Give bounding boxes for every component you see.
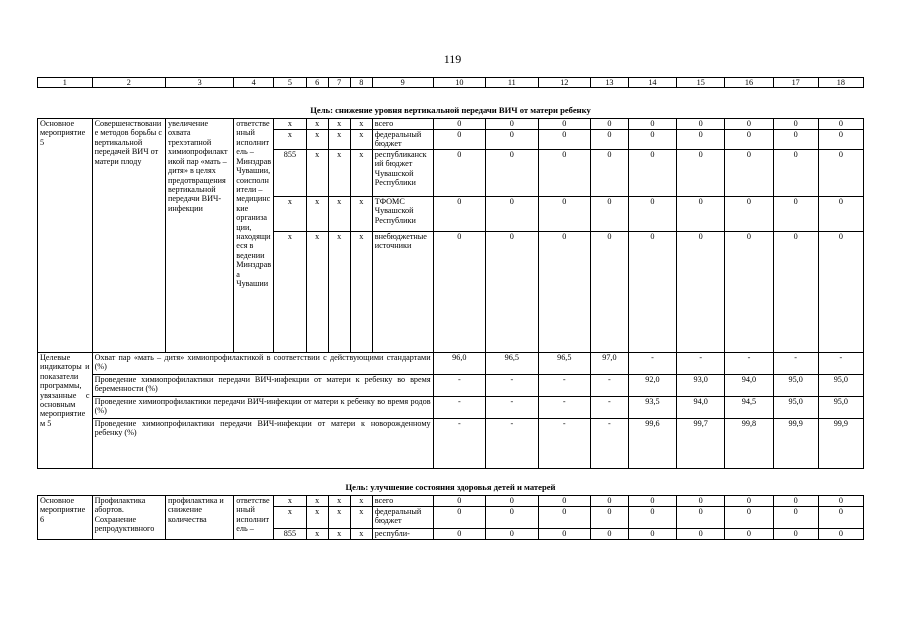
value-cell: 0 xyxy=(486,130,538,150)
value-cell: 0 xyxy=(538,130,590,150)
code-cell: x xyxy=(274,130,307,150)
value-cell: 0 xyxy=(628,119,676,130)
value-cell: 0 xyxy=(486,506,538,528)
value-cell: - xyxy=(818,352,863,374)
code-cell: x xyxy=(350,506,372,528)
value-cell: 0 xyxy=(486,231,538,352)
value-cell: 0 xyxy=(725,130,773,150)
value-cell: 0 xyxy=(538,495,590,506)
value-cell: 0 xyxy=(486,528,538,539)
measure-label: Основное мероприятие 5 xyxy=(38,119,93,353)
value-cell: 0 xyxy=(725,119,773,130)
budget-table xyxy=(37,77,864,540)
value-cell: 0 xyxy=(628,528,676,539)
value-cell: 0 xyxy=(486,495,538,506)
value-cell: 0 xyxy=(725,495,773,506)
value-cell: - xyxy=(591,396,629,418)
code-cell: x xyxy=(306,119,328,130)
value-cell: 0 xyxy=(538,231,590,352)
col-number: 15 xyxy=(677,78,725,88)
indicator-text: Проведение химиопрофилактики передачи ВИЧ-инфекции от матери к ребенку во время беременности (%) xyxy=(92,374,433,396)
value-cell: 0 xyxy=(773,196,818,231)
code-cell: x xyxy=(328,119,350,130)
value-cell: 0 xyxy=(628,506,676,528)
measure-name: Профилактика абортов. Сохранение репродуктивного xyxy=(92,495,165,539)
value-cell: - xyxy=(773,352,818,374)
code-cell: 855 xyxy=(274,149,307,196)
code-cell: x xyxy=(306,231,328,352)
col-number: 9 xyxy=(372,78,433,88)
value-cell: 0 xyxy=(538,196,590,231)
value-cell: 0 xyxy=(773,119,818,130)
code-cell: x xyxy=(350,119,372,130)
funding-source: республиканский бюджет Чувашской Республики xyxy=(372,149,433,196)
indicator-row xyxy=(38,418,864,468)
value-cell: - xyxy=(433,418,485,468)
value-cell: 97,0 xyxy=(591,352,629,374)
code-cell: x xyxy=(328,130,350,150)
value-cell: 0 xyxy=(725,149,773,196)
value-cell: 0 xyxy=(677,495,725,506)
value-cell: 0 xyxy=(538,119,590,130)
value-cell: 0 xyxy=(818,506,863,528)
code-cell: 855 xyxy=(274,528,307,539)
col-number: 6 xyxy=(306,78,328,88)
value-cell: 0 xyxy=(628,130,676,150)
value-cell: 0 xyxy=(486,196,538,231)
value-cell: 0 xyxy=(628,495,676,506)
code-cell: x xyxy=(350,196,372,231)
value-cell: 0 xyxy=(818,231,863,352)
value-cell: 0 xyxy=(818,196,863,231)
code-cell: x xyxy=(306,528,328,539)
code-cell: x xyxy=(306,495,328,506)
value-cell: - xyxy=(538,418,590,468)
value-cell: 0 xyxy=(677,506,725,528)
measure-goal: увеличение охвата трехэтапной химиопрофилактикой пар «мать – дитя» в целях предотвращения вертикальной передачи ВИЧ-инфекции xyxy=(166,119,234,353)
code-cell: x xyxy=(274,119,307,130)
code-cell: x xyxy=(350,130,372,150)
value-cell: 99,9 xyxy=(773,418,818,468)
value-cell: 0 xyxy=(591,231,629,352)
value-cell: - xyxy=(486,396,538,418)
col-number: 4 xyxy=(234,78,274,88)
value-cell: 94,0 xyxy=(677,396,725,418)
value-cell: 0 xyxy=(677,528,725,539)
col-number: 7 xyxy=(328,78,350,88)
indicator-text: Проведение химиопрофилактики передачи ВИЧ-инфекции от матери к новорожденному ребенку (%) xyxy=(92,418,433,468)
value-cell: 0 xyxy=(433,130,485,150)
col-number: 5 xyxy=(274,78,307,88)
value-cell: 0 xyxy=(725,528,773,539)
value-cell: 99,8 xyxy=(725,418,773,468)
value-cell: 0 xyxy=(591,149,629,196)
value-cell: 93,5 xyxy=(628,396,676,418)
code-cell: x xyxy=(328,528,350,539)
value-cell: 0 xyxy=(628,231,676,352)
value-cell: - xyxy=(433,374,485,396)
value-cell: 0 xyxy=(433,506,485,528)
code-cell: x xyxy=(328,495,350,506)
col-number: 8 xyxy=(350,78,372,88)
col-number: 14 xyxy=(628,78,676,88)
value-cell: 93,0 xyxy=(677,374,725,396)
indicator-text: Охват пар «мать – дитя» химиопрофилактикой в соответствии с действующими стандартами (%) xyxy=(92,352,433,374)
responsible-executor: ответственный исполнитель – Минздрав Чувашии, соисполнители – медицинские организации, находящиеся в ведении Минздрава Чувашии xyxy=(234,119,274,353)
page-number: 119 xyxy=(443,52,462,66)
value-cell: - xyxy=(433,396,485,418)
value-cell: 92,0 xyxy=(628,374,676,396)
funding-source: всего xyxy=(372,495,433,506)
col-number: 10 xyxy=(433,78,485,88)
code-cell: x xyxy=(350,495,372,506)
code-cell: x xyxy=(306,149,328,196)
value-cell: 0 xyxy=(773,130,818,150)
funding-source: всего xyxy=(372,119,433,130)
value-cell: 95,0 xyxy=(773,374,818,396)
value-cell: 96,5 xyxy=(486,352,538,374)
goal-heading: Цель: снижение уровня вертикальной передачи ВИЧ от матери ребенку xyxy=(38,88,864,119)
value-cell: - xyxy=(486,374,538,396)
responsible-executor: ответственный исполнитель – xyxy=(234,495,274,539)
code-cell: x xyxy=(328,196,350,231)
value-cell: 0 xyxy=(725,231,773,352)
indicator-row xyxy=(38,374,864,396)
value-cell: - xyxy=(725,352,773,374)
measure-label: Основное мероприятие 6 xyxy=(38,495,93,539)
funding-source: федеральный бюджет xyxy=(372,506,433,528)
goal-heading: Цель: улучшение состояния здоровья детей и матерей xyxy=(38,468,864,495)
value-cell: 0 xyxy=(725,196,773,231)
value-cell: 0 xyxy=(773,149,818,196)
value-cell: - xyxy=(591,418,629,468)
value-cell: 0 xyxy=(486,119,538,130)
col-number: 3 xyxy=(166,78,234,88)
value-cell: 0 xyxy=(538,149,590,196)
value-cell: 99,9 xyxy=(818,418,863,468)
value-cell: 0 xyxy=(433,528,485,539)
value-cell: 0 xyxy=(433,495,485,506)
goal-row xyxy=(38,468,864,495)
code-cell: x xyxy=(350,149,372,196)
value-cell: 0 xyxy=(538,528,590,539)
value-cell: 0 xyxy=(628,149,676,196)
funding-source: республи- xyxy=(372,528,433,539)
indicator-row xyxy=(38,352,864,374)
value-cell: 0 xyxy=(818,149,863,196)
value-cell: 0 xyxy=(433,196,485,231)
code-cell: x xyxy=(274,495,307,506)
goal-row xyxy=(38,88,864,119)
indicators-label: Целевые индикаторы и показатели программы, увязанные с основным мероприятием 5 xyxy=(38,352,93,468)
value-cell: 94,0 xyxy=(725,374,773,396)
value-cell: - xyxy=(628,352,676,374)
column-number-row xyxy=(38,78,864,88)
value-cell: 0 xyxy=(433,119,485,130)
value-cell: 0 xyxy=(591,528,629,539)
value-cell: 0 xyxy=(773,506,818,528)
value-cell: 0 xyxy=(433,149,485,196)
value-cell: 0 xyxy=(773,495,818,506)
value-cell: - xyxy=(486,418,538,468)
value-cell: - xyxy=(677,352,725,374)
code-cell: x xyxy=(306,506,328,528)
value-cell: 0 xyxy=(591,119,629,130)
code-cell: x xyxy=(274,231,307,352)
value-cell: 0 xyxy=(628,196,676,231)
value-cell: 0 xyxy=(818,119,863,130)
value-cell: 0 xyxy=(538,506,590,528)
value-cell: 0 xyxy=(677,149,725,196)
value-cell: - xyxy=(538,374,590,396)
value-cell: 0 xyxy=(818,130,863,150)
funding-source: внебюджетные источники xyxy=(372,231,433,352)
funding-source: федеральный бюджет xyxy=(372,130,433,150)
code-cell: x xyxy=(328,506,350,528)
code-cell: x xyxy=(328,231,350,352)
value-cell: 0 xyxy=(677,130,725,150)
col-number: 1 xyxy=(38,78,93,88)
col-number: 12 xyxy=(538,78,590,88)
value-cell: 0 xyxy=(677,196,725,231)
code-cell: x xyxy=(328,149,350,196)
code-cell: x xyxy=(274,506,307,528)
value-cell: 0 xyxy=(486,149,538,196)
value-cell: 0 xyxy=(591,196,629,231)
value-cell: 0 xyxy=(818,528,863,539)
col-number: 2 xyxy=(92,78,165,88)
code-cell: x xyxy=(350,528,372,539)
funding-row xyxy=(38,119,864,130)
value-cell: 0 xyxy=(677,231,725,352)
col-number: 17 xyxy=(773,78,818,88)
code-cell: x xyxy=(274,196,307,231)
code-cell: x xyxy=(350,231,372,352)
indicator-row xyxy=(38,396,864,418)
col-number: 11 xyxy=(486,78,538,88)
value-cell: 99,6 xyxy=(628,418,676,468)
col-number: 16 xyxy=(725,78,773,88)
value-cell: 99,7 xyxy=(677,418,725,468)
value-cell: 0 xyxy=(591,130,629,150)
measure-goal: профилактика и снижение количества xyxy=(166,495,234,539)
funding-row xyxy=(38,495,864,506)
value-cell: 0 xyxy=(773,231,818,352)
value-cell: 0 xyxy=(725,506,773,528)
code-cell: x xyxy=(306,196,328,231)
funding-source: ТФОМС Чувашской Республики xyxy=(372,196,433,231)
value-cell: 95,0 xyxy=(818,396,863,418)
indicator-text: Проведение химиопрофилактики передачи ВИЧ-инфекции от матери к ребенку во время родов (%) xyxy=(92,396,433,418)
value-cell: 0 xyxy=(591,506,629,528)
value-cell: 95,0 xyxy=(773,396,818,418)
value-cell: 95,0 xyxy=(818,374,863,396)
value-cell: 0 xyxy=(591,495,629,506)
value-cell: 0 xyxy=(773,528,818,539)
value-cell: 96,5 xyxy=(538,352,590,374)
value-cell: 0 xyxy=(677,119,725,130)
value-cell: 94,5 xyxy=(725,396,773,418)
col-number: 13 xyxy=(591,78,629,88)
value-cell: 96,0 xyxy=(433,352,485,374)
measure-name: Совершенствование методов борьбы с вертикальной передачей ВИЧ от матери плоду xyxy=(92,119,165,353)
value-cell: 0 xyxy=(818,495,863,506)
value-cell: - xyxy=(591,374,629,396)
value-cell: 0 xyxy=(433,231,485,352)
col-number: 18 xyxy=(818,78,863,88)
value-cell: - xyxy=(538,396,590,418)
code-cell: x xyxy=(306,130,328,150)
